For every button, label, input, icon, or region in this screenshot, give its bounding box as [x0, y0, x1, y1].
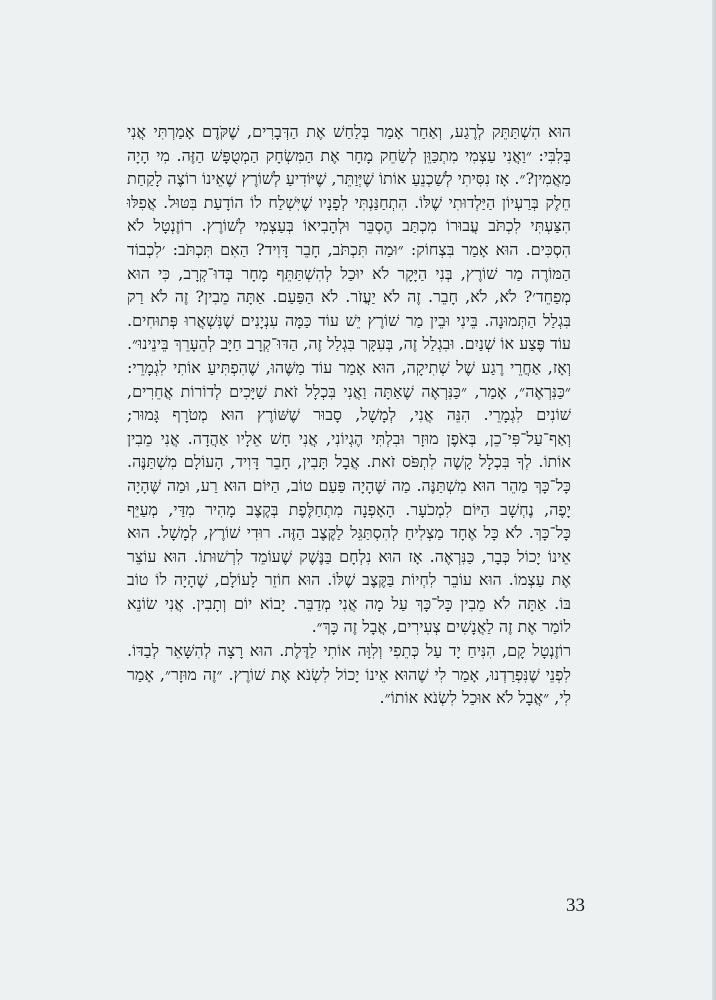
paragraph-1: הוּא הִשְׁתַּתֵּק לְרֶגַע, וְאַחַר אָמַר בְּלַחַשׁ אֶת הַדְּבָרִים, שֶׁקֹּדֶם אָמַרְתִּי אֲנִי בְּלִבִּי: ״וַאֲנִי עַצְמִי מִתְכַּוֵּן לְשַׂחֵק מָחָר אֶת הַמִּשְׂחָק הַמְטֻפָּשׁ הַזֶּה. מִי הָיָה מַאֲמִין?״. אָז נִסִּיתִי לְשַׁכְנֵעַ אוֹתוֹ שֶׁיְּוַתֵּר, שֶׁיּוֹדִיעַ לְשׁוֹרֶץ שֶׁאֵינוֹ רוֹצֶה לָקַחַת חֵלֶק בְּרַעְיוֹן הַיַּלְדוּתִי שֶׁלּוֹ. הִתְחַנַּנְתִּי לְפָנָיו שֶׁיִּשְׁלַח לוֹ הוֹדָעַת בִּטּוּל. אֲפִלּוּ הִצַּעְתִּי לִכְתֹּב עֲבוּרוֹ מִכְתַּב הֶסְבֵּר וּלְהָבִיאוֹ בְּעַצְמִי לְשׁוֹרֶץ. רוֹזֶנְטָל לֹא הִסְכִּים. הוּא אָמַר בִּצְחוֹק: ״וּמַה תִּכְתֹּב, חָבֵר דָּוִיד? הַאִם תִּכְתֹּב: ׳לִכְבוֹד הַמּוֹרֶה מַר שׁוֹרֶץ, בְּנִי הַיָּקָר לֹא יוּכַל לְהִשְׁתַּתֵּף מָחָר בְּדוּ־קְרָב, כִּי הוּא מְפַחֵד׳? לֹא, לֹא, חָבֵר. זֶה לֹא יַעֲזֹר. לֹא הַפַּעַם. אַתָּה מֵבִין? זֶה לֹא רַק בִּגְלַל הַתְּמוּנָה. בֵּינִי וּבֵין מַר שׁוֹרֶץ יֵשׁ עוֹד כַּמָּה עִנְיָנִים שֶׁנִּשְׁאֲרוּ פְּתוּחִים. עוֹד פֶּצַע אוֹ שְׁנַיִם. וּבִגְלַל זֶה, בְּעִקָּר בִּגְלַל זֶה, הַדּוּ־קְרָב חַיָּב לְהֵעָרֵךְ בֵּינֵינוּ״. וְאָז, אַחֲרֵי רֶגַע שֶׁל שְׁתִיקָה, הוּא אָמַר עוֹד מַשֶּׁהוּ, שֶׁהִפְתִּיעַ אוֹתִי לִגְמָרֵי: ״כַּנִּרְאֶה״, אָמַר, ״כַּנִּרְאֶה שֶׁאַתָּה וַאֲנִי בִּכְלָל זֹאת שַׁיָּכִים לְדוֹרוֹת אֲחֵרִים, שׁוֹנִים לִגְמָרֵי. הִנֵּה אֲנִי, לְמָשָׁל, סָבוּר שֶׁשּׁוֹרֶץ הוּא מְטֹרָף גָּמוּר; וְאַף־עַל־פִּי־כֵן, בְּאֹפֶן מוּזָר וּבִלְתִּי הֶגְיוֹנִי, אֲנִי חָשׁ אֵלָיו אַהֲדָה. אֲנִי מֵבִין אוֹתוֹ. לְךָ בִּכְלָל קָשֶׁה לִתְפֹּס זֹאת. אֲבָל תָּבִין, חָבֵר דָּוִיד, הָעוֹלָם מִשְׁתַּנֶּה. כָּל־כָּךְ מַהֵר הוּא מִשְׁתַּנֶּה. מַה שֶּׁהָיָה פַּעַם טוֹב, הַיּוֹם הוּא רַע, וּמַה שֶּׁהָיָה יָפֶה, נֶחְשָׁב הַיּוֹם לִמְכֹעָר. הָאָפְנָה מִתְחַלֶּפֶת בְּקֶצֶב מָהִיר מִדַּי, מְעַיֵּף כָּל־כָּךְ. לֹא כָּל אֶחָד מַצְלִיחַ לְהִסְתַּגֵּל לַקֶּצֶב הַזֶּה. רוּדִי שׁוֹרֶץ, לְמָשָׁל. הוּא אֵינוֹ יָכוֹל כְּבָר, כַּנִּרְאֶה. אָז הוּא נִלְחָם בַּנֶּשֶׁק שֶׁעוֹמֵד לִרְשׁוּתוֹ. הוּא עוֹצֵר אֶת עַצְמוֹ. הוּא עוֹבֵר לִחְיוֹת בַּקֶּצֶב שֶׁלּוֹ. הוּא חוֹזֵר לָעוֹלָם, שֶׁהָיָה לוֹ טוֹב בּוֹ. אַתָּה לֹא מֵבִין כָּל־כָּךְ עַל מָה אֲנִי מְדַבֵּר. יָבוֹא יוֹם וְתָבִין. אֲנִי שׂוֹנֵא לוֹמַר אֶת זֶה לַאֲנָשִׁים צְעִירִים, אֲבָל זֶה כָּךְ״.: [127, 122, 572, 637]
paragraph-2: רוֹזֶנְטָל קָם, הִנִּיחַ יָד עַל כְּתֵפִי וְלִוָּה אוֹתִי לַדֶּלֶת. הוּא רָצָה לְהִשָּׁאֵר לְבַדּוֹ. לִפְנֵי שֶׁנִּפְרַדְנוּ, אָמַר לִי שֶׁהוּא אֵינוֹ יָכוֹל לִשְׂנֹא אֶת שׁוֹרֶץ. ״זֶה מוּזָר״, אָמַר לִי, ״אֲבָל לֹא אוּכַל לִשְׂנֹא אוֹתוֹ״.: [127, 641, 571, 708]
page-text: [127, 120, 571, 710]
page-number: 33: [566, 895, 585, 916]
